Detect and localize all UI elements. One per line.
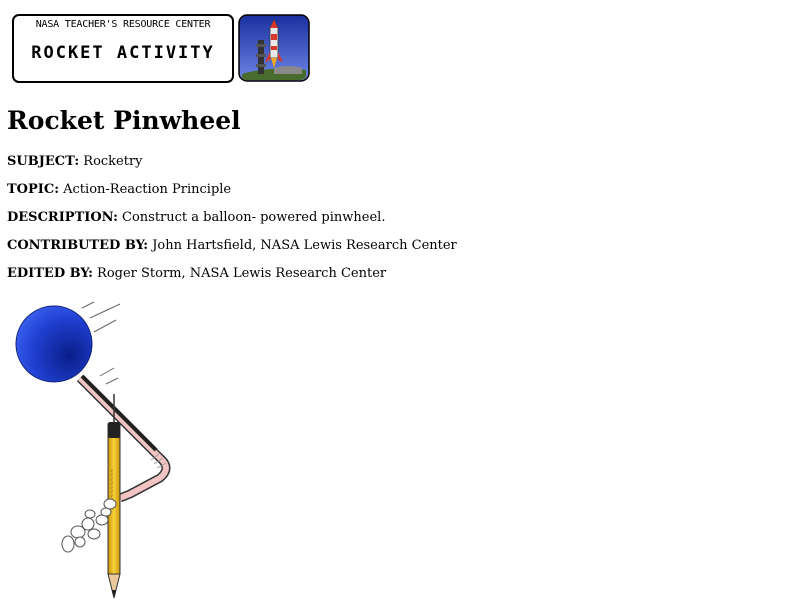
edited-by-label: EDITED BY: — [7, 266, 93, 281]
balloon-pinwheel-illustration — [10, 298, 185, 600]
description-label: DESCRIPTION: — [7, 210, 118, 225]
contributed-by-value: John Hartsfield, NASA Lewis Research Center — [152, 238, 457, 253]
subject-label: SUBJECT: — [7, 154, 80, 169]
topic-label: TOPIC: — [7, 182, 59, 197]
description-value: Construct a balloon- powered pinwheel. — [122, 210, 386, 225]
subject-line — [7, 154, 143, 169]
banner-subtitle: NASA TEACHER'S RESOURCE CENTER — [35, 19, 211, 30]
topic-line — [7, 182, 231, 197]
topic-value: Action-Reaction Principle — [63, 182, 232, 197]
contributed-by-line — [7, 238, 457, 253]
edited-by-line — [7, 266, 386, 281]
svg-text:~~~~~~~: ~~~~~~~ — [110, 468, 116, 498]
page-title: Rocket Pinwheel — [7, 106, 241, 135]
pencil-shape — [108, 394, 120, 598]
contributed-by-label: CONTRIBUTED BY: — [7, 238, 149, 253]
balloon-shape — [16, 306, 92, 382]
edited-by-value: Roger Storm, NASA Lewis Research Center — [97, 266, 387, 281]
rocket-activity-banner — [12, 14, 234, 83]
subject-value: Rocketry — [83, 154, 143, 169]
description-line — [7, 210, 385, 225]
banner-title: ROCKET ACTIVITY — [31, 43, 215, 63]
rocket-launch-icon — [238, 14, 310, 82]
